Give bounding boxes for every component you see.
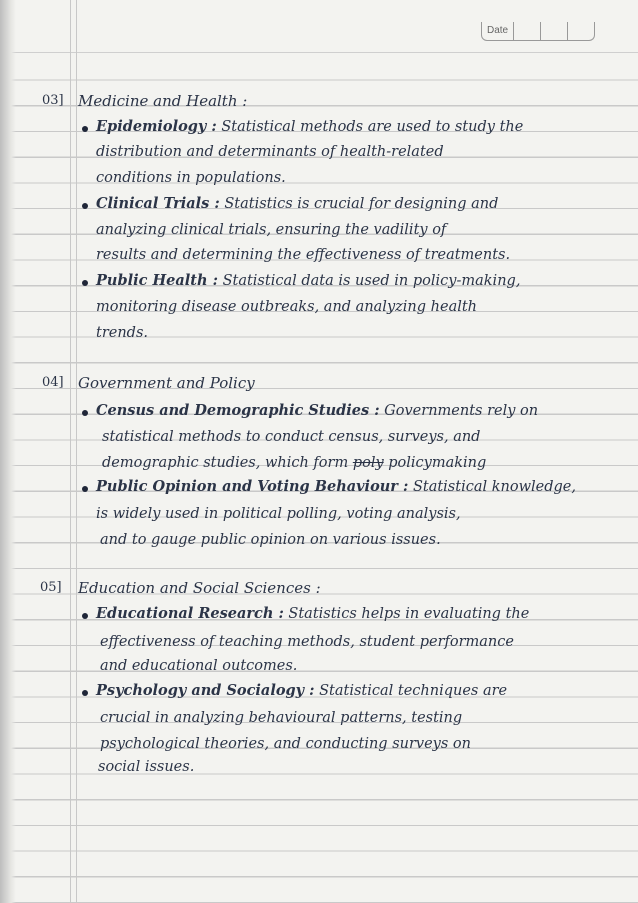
section-number: 05] bbox=[40, 580, 62, 595]
bullet-line bbox=[96, 480, 576, 495]
bullet-text: and to gauge public opinion on various issues. bbox=[100, 532, 441, 548]
bullet-text: distribution and determinants of health-related bbox=[96, 144, 444, 160]
bullet-dot bbox=[82, 486, 88, 492]
bullet-term: Census and Demographic Studies : bbox=[96, 402, 380, 419]
bullet-text: results and determining the effectiveness of treatments. bbox=[96, 247, 511, 263]
bullet-dot bbox=[82, 410, 88, 416]
bullet-dot bbox=[82, 613, 88, 619]
bullet-term: Epidemiology : bbox=[96, 118, 217, 135]
bullet-dot bbox=[82, 126, 88, 132]
bullet-text: social issues. bbox=[98, 759, 195, 775]
bullet-dot bbox=[82, 280, 88, 286]
bullet-text: Statistical knowledge, bbox=[412, 479, 576, 495]
bullet-line bbox=[96, 684, 507, 699]
date-cell bbox=[568, 22, 594, 40]
bullet-text: conditions in populations. bbox=[96, 170, 286, 186]
section-title: Medicine and Health : bbox=[78, 92, 248, 110]
bullet-line bbox=[96, 607, 529, 622]
bullet-text: Statistics helps in evaluating the bbox=[288, 606, 530, 622]
section-number: 04] bbox=[42, 375, 64, 390]
bullet-line bbox=[96, 120, 523, 135]
bullet-term: Public Health : bbox=[96, 272, 218, 289]
struck-word: poly bbox=[352, 455, 384, 471]
date-label: Date bbox=[482, 22, 514, 40]
date-cell bbox=[514, 22, 541, 40]
bullet-text: policymaking bbox=[388, 455, 487, 471]
bullet-text: and educational outcomes. bbox=[100, 658, 298, 674]
margin-line bbox=[76, 0, 77, 903]
bullet-line bbox=[102, 456, 486, 471]
bullet-text: Governments rely on bbox=[384, 403, 539, 419]
margin-line bbox=[70, 0, 71, 903]
bullet-text: analyzing clinical trials, ensuring the vadility of bbox=[96, 222, 447, 238]
bullet-text: demographic studies, which form bbox=[102, 455, 349, 471]
bullet-term: Clinical Trials : bbox=[96, 195, 220, 212]
bullet-text: statistical methods to conduct census, surveys, and bbox=[102, 429, 481, 445]
section-number: 03] bbox=[42, 93, 64, 108]
bullet-text: effectiveness of teaching methods, student performance bbox=[100, 634, 514, 650]
bullet-line bbox=[96, 274, 520, 289]
date-cell bbox=[541, 22, 568, 40]
bullet-line bbox=[96, 404, 538, 419]
bullet-text: Statistical data is used in policy-making, bbox=[222, 273, 521, 289]
bullet-term: Educational Research : bbox=[96, 605, 284, 622]
section-title: Education and Social Sciences : bbox=[78, 579, 321, 597]
bullet-text: crucial in analyzing behavioural patterns, testing bbox=[100, 710, 463, 726]
bullet-term: Psychology and Socialogy : bbox=[96, 682, 315, 699]
bullet-term: Public Opinion and Voting Behaviour : bbox=[96, 478, 409, 495]
binding-shadow bbox=[0, 0, 16, 903]
bullet-dot bbox=[82, 690, 88, 696]
bullet-text: monitoring disease outbreaks, and analyzing health bbox=[96, 299, 478, 315]
bullet-line bbox=[96, 197, 498, 212]
bullet-text: trends. bbox=[96, 325, 149, 341]
bullet-dot bbox=[82, 203, 88, 209]
bullet-text: psychological theories, and conducting surveys on bbox=[100, 736, 471, 752]
section-title: Government and Policy bbox=[78, 374, 255, 392]
bullet-text: Statistical techniques are bbox=[319, 683, 508, 699]
date-box bbox=[481, 22, 595, 41]
bullet-text: is widely used in political polling, voting analysis, bbox=[96, 506, 461, 522]
bullet-text: Statistics is crucial for designing and bbox=[224, 196, 499, 212]
bullet-text: Statistical methods are used to study the bbox=[221, 119, 524, 135]
